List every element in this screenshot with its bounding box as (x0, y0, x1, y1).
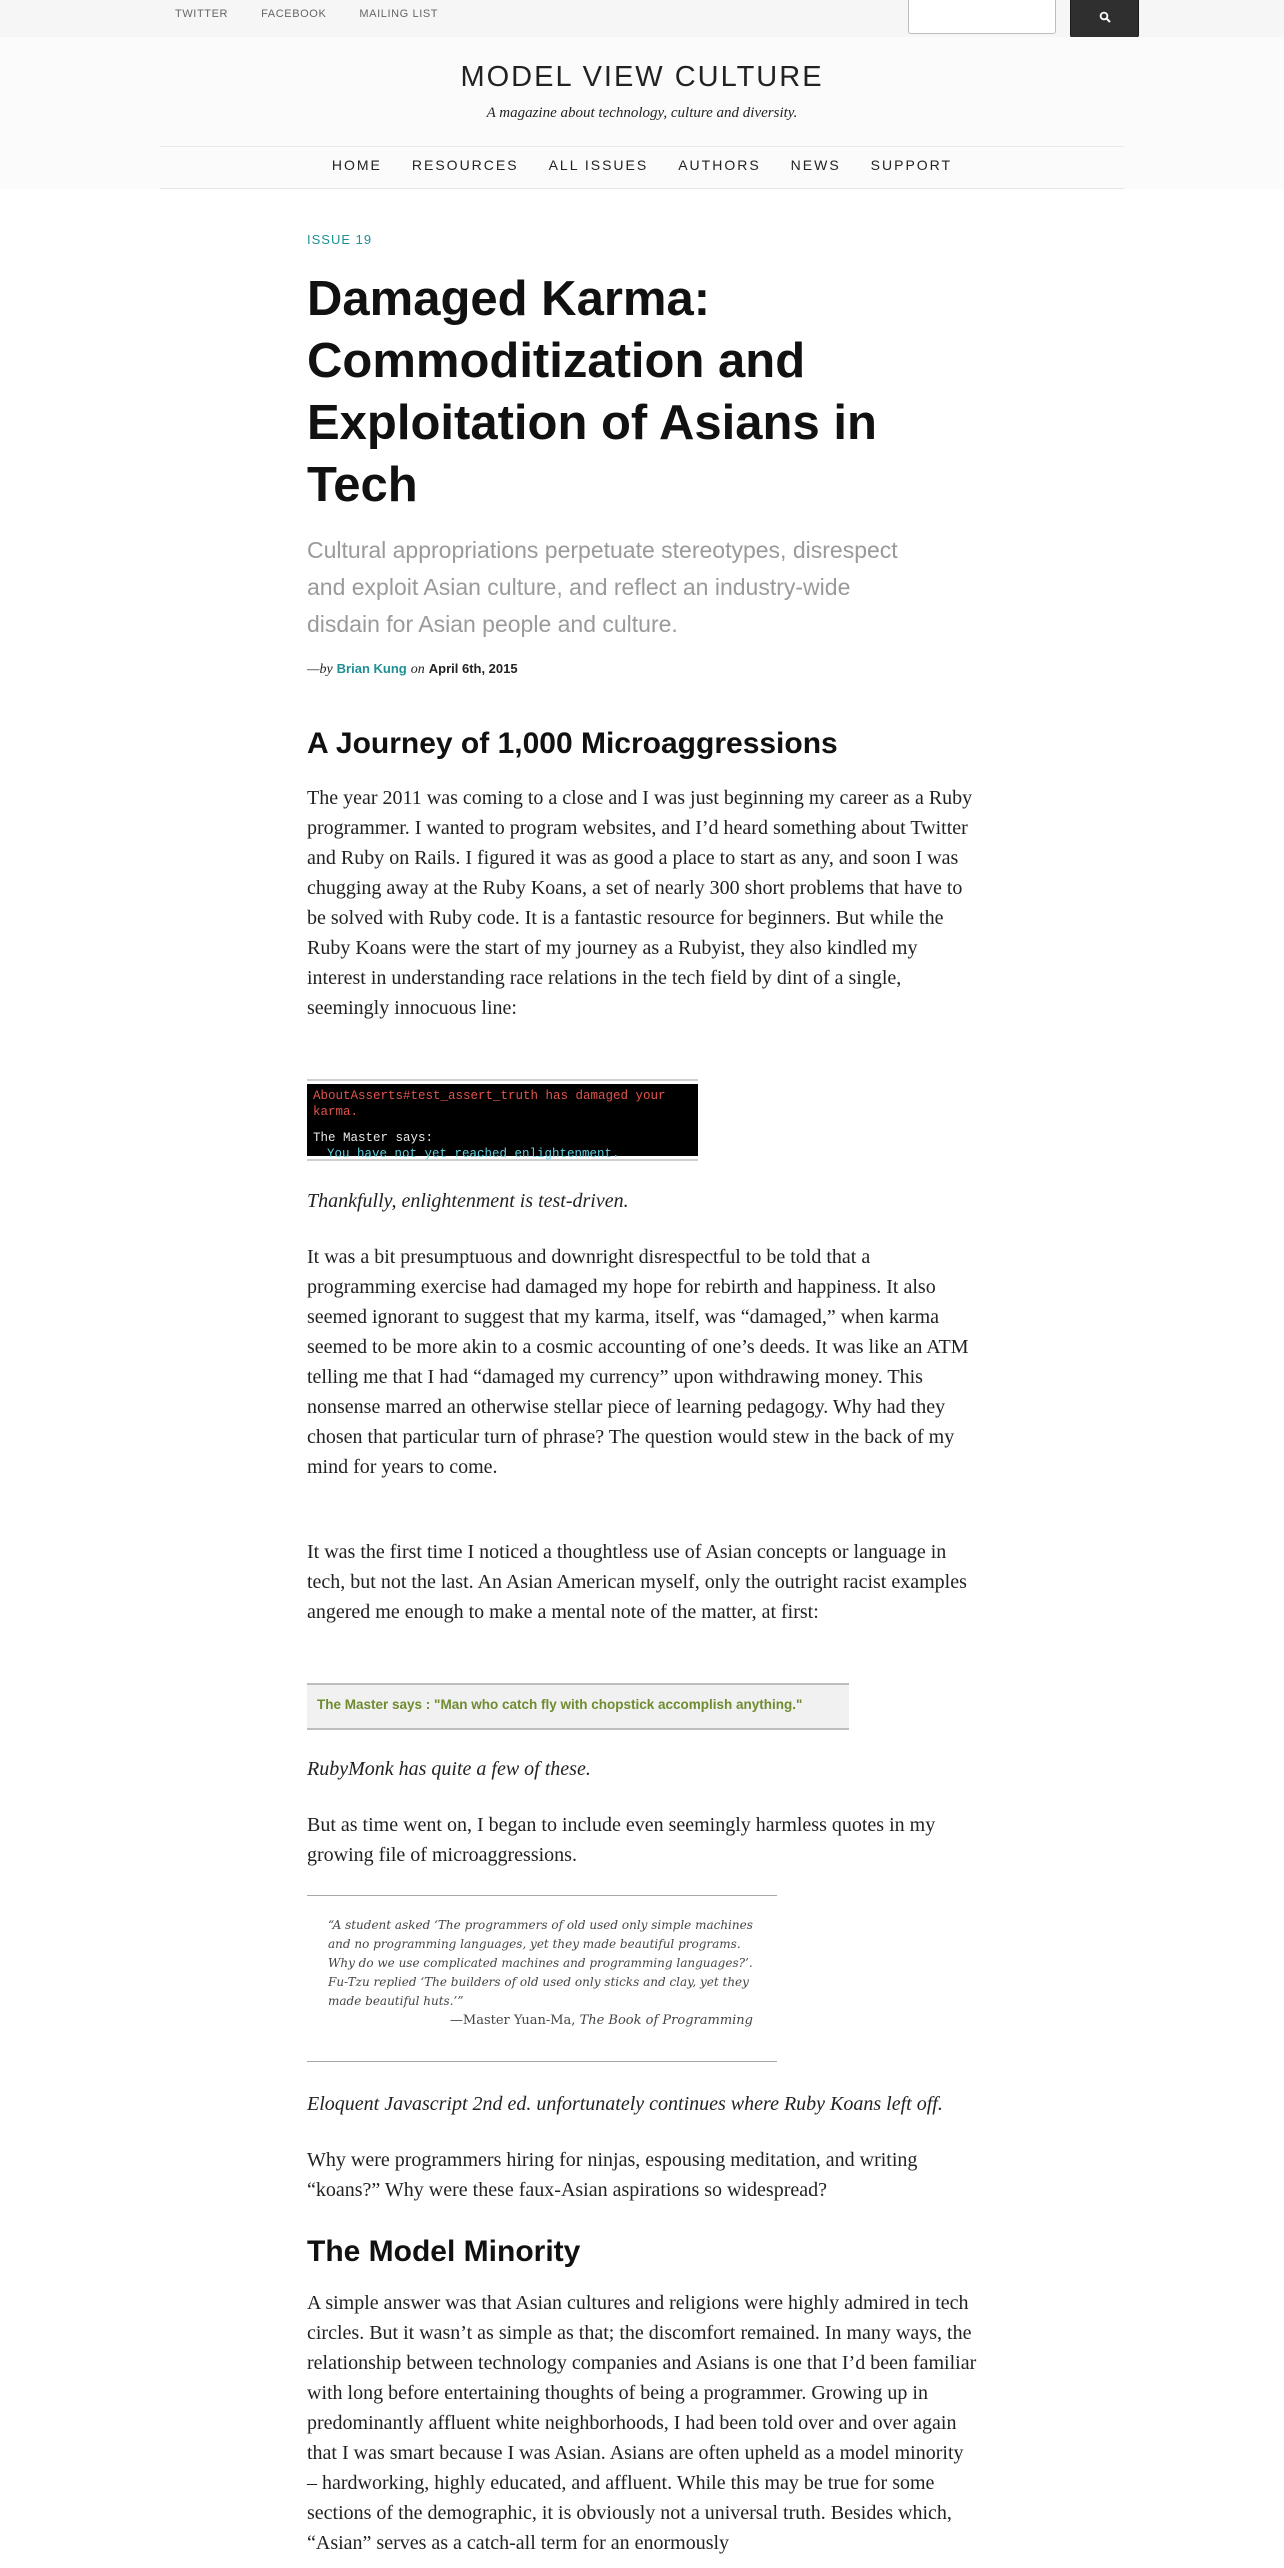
author-link[interactable]: Brian Kung (336, 661, 407, 676)
byline (307, 661, 518, 678)
nav-item-home[interactable]: HOME (331, 157, 382, 173)
byline-prefix: —by (307, 662, 333, 677)
koans-screenshot (307, 1079, 698, 1161)
terminal-line: AboutAsserts#test_assert_truth has damaged your karma. (313, 1089, 666, 1119)
top-bar (0, 0, 1284, 37)
image-caption: Thankfully, enlightenment is test-driven. (307, 1190, 629, 1212)
nav-item-news[interactable]: NEWS (790, 157, 841, 173)
quote-text: “A student asked ‘The programmers of old used only simple machines and no programming languages, yet they made beautiful programs. Why do we use complicated machines and programming languages?’. Fu-Tzu replied ‘The builders of old used only sticks and clay, yet they made beautiful huts.’” (328, 1918, 753, 2008)
paragraph: But as time went on, I began to include even seemingly harmless quotes in my growing file of microaggressions. (307, 1814, 936, 1866)
paragraph: The year 2011 was coming to a close and I was just beginning my career as a Ruby programmer. I wanted to program websites, and I’d heard something about Twitter and Ruby on Rails. I figured it was as good a place to start as any, and soon I was chugging away at the Ruby Koans, a set of nearly 300 short problems that have to be solved with Ruby code. It is a fantastic resource for beginners. But while the Ruby Koans were the start of my journey as a Rubyist, they also kindled my interest in understanding race relations in the tech field by dint of a single, seemingly innocuous line: (307, 787, 973, 1019)
quote-attribution-author: —Master Yuan-Ma, (449, 2013, 576, 2028)
nav-item-resources[interactable]: RESOURCES (411, 157, 519, 173)
paragraph: Why were programmers hiring for ninjas, espousing meditation, and writing “koans?” Why were these faux-Asian aspirations so widespread? (307, 2149, 918, 2201)
section-heading: The Model Minority (307, 2235, 581, 2268)
issue-link[interactable]: ISSUE 19 (307, 232, 373, 247)
paragraph: A simple answer was that Asian cultures and religions were highly admired in tech circles. But it wasn’t as simple as that; the discomfort remained. In many ways, the relationship between technology companies and Asians is one that I’d been familiar with long before entertaining thoughts of being a programmer. Growing up in predominantly affluent white neighborhoods, I had been told over and over again that I was smart because I was Asian. Asians are often upheld as a model minority – hardworking, highly educated, and affluent. While this may be true for some sections of the demographic, it is obviously not a universal truth. Besides which, “Asian” serves as a catch-all term for an enormously (307, 2292, 977, 2554)
nav-item-all-issues[interactable]: ALL ISSUES (548, 157, 649, 173)
rubymonk-screenshot (307, 1683, 849, 1730)
search-input[interactable] (908, 0, 1056, 34)
magnifier-icon (1099, 11, 1111, 23)
article-subtitle: Cultural appropriations perpetuate stereotypes, disrespect and exploit Asian culture, and reflect an industry-wide disdain for Asian people and culture. (307, 537, 898, 637)
quote-attribution-book: The Book of Programming (579, 2013, 753, 2028)
eloquent-js-quote-image (307, 1895, 777, 2062)
social-links (175, 8, 471, 20)
facebook-link[interactable]: FACEBOOK (261, 8, 327, 20)
terminal-line: You have not yet reached enlightenment. (327, 1147, 620, 1161)
site-tagline: A magazine about technology, culture and diversity. (486, 105, 798, 121)
twitter-link[interactable]: TWITTER (175, 8, 229, 20)
terminal-output (307, 1084, 698, 1161)
nav-divider-bottom (160, 188, 1124, 189)
section-heading: A Journey of 1,000 Microaggressions (307, 727, 838, 760)
nav-divider-top (160, 146, 1124, 147)
main-nav (0, 157, 1284, 173)
nav-item-authors[interactable]: AUTHORS (678, 157, 761, 173)
site-title[interactable]: MODEL VIEW CULTURE (460, 61, 824, 93)
terminal-line: The Master says: (313, 1131, 434, 1145)
byline-on: on (410, 662, 425, 677)
search-button[interactable] (1070, 0, 1139, 38)
nav-item-support[interactable]: SUPPORT (870, 157, 953, 173)
paragraph: It was a bit presumptuous and downright disrespectful to be told that a programming exercise had damaged my hope for rebirth and happiness. It also seemed ignorant to suggest that my karma, itself, was “damaged,” when karma seemed to be more akin to a cosmic accounting of one’s deeds. It was like an ATM telling me that I had “damaged my currency” upon withdrawing money. This nonsense marred an otherwise stellar piece of learning pedagogy. Why had they chosen that particular turn of phrase? The question would stew in the back of my mind for years to come. (307, 1246, 969, 1478)
publish-date: April 6th, 2015 (428, 661, 518, 676)
image-caption: Eloquent Javascript 2nd ed. unfortunately continues where Ruby Koans left off. (307, 2093, 943, 2115)
paragraph: It was the first time I noticed a thoughtless use of Asian concepts or language in tech, but not the last. An Asian American myself, only the outright racist examples angered me enough to make a mental note of the matter, at first: (307, 1541, 967, 1623)
image-caption: RubyMonk has quite a few of these. (307, 1758, 591, 1780)
mailing-list-link[interactable]: MAILING LIST (359, 8, 439, 20)
quote-attribution (328, 2013, 757, 2028)
article-title: Damaged Karma: Commoditization and Exploitation of Asians in Tech (307, 272, 877, 512)
rubymonk-quote: The Master says : "Man who catch fly with chopstick accomplish anything." (317, 1697, 803, 1712)
site-header (0, 37, 1284, 189)
